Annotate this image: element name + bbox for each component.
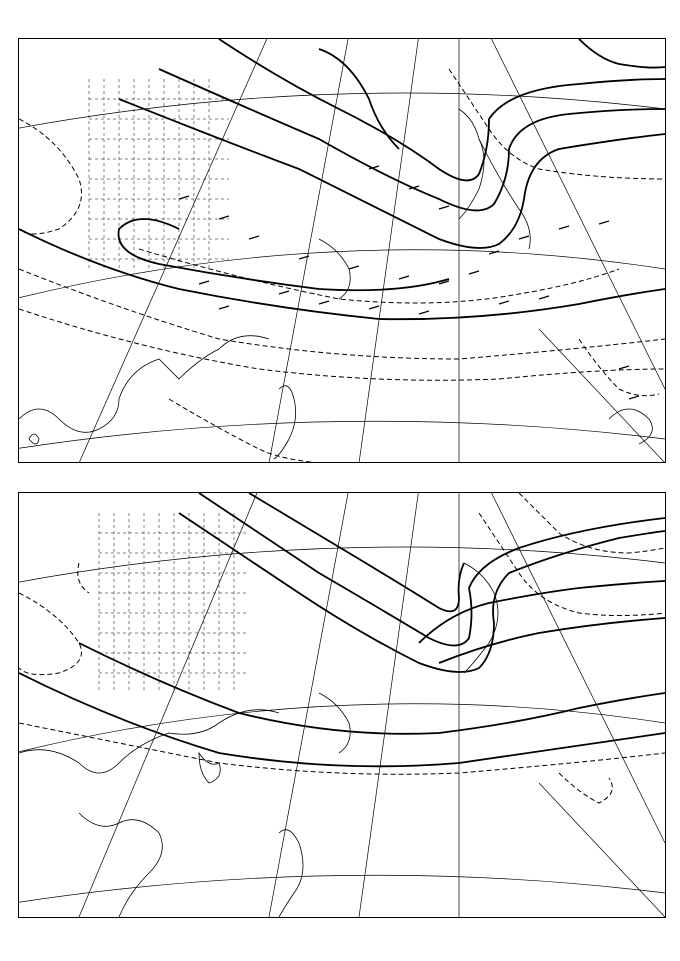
- height-contour: [419, 581, 665, 643]
- map-300hpa-canvas: [19, 39, 665, 463]
- height-contour: [199, 493, 665, 646]
- height-contour: [19, 673, 665, 766]
- temperature-contour: [559, 773, 612, 803]
- map-500hpa-canvas: [19, 493, 665, 917]
- coastline: [479, 139, 530, 249]
- meridian-line: [79, 39, 269, 463]
- latitude-arc: [19, 421, 665, 449]
- isotach-contour: [19, 269, 665, 359]
- height-contour: [219, 39, 665, 180]
- coastline: [319, 693, 350, 753]
- coastline: [79, 813, 162, 917]
- height-contour: [579, 39, 665, 68]
- coastline: [459, 109, 484, 219]
- lower-map-500hpa: [18, 492, 666, 918]
- isotach-contour: [19, 119, 82, 234]
- upper-map-300hpa: [18, 38, 666, 463]
- meridian-line: [269, 39, 349, 463]
- meridian-line: [359, 39, 419, 463]
- isotach-contour: [579, 339, 659, 396]
- meridian-line: [489, 493, 665, 843]
- height-contour: [19, 229, 665, 319]
- height-contour: [179, 513, 665, 672]
- height-contour: [79, 643, 665, 734]
- coastline: [199, 753, 220, 783]
- coastline: [19, 710, 279, 773]
- chart-code-and-time: [22, 934, 64, 951]
- height-contour: [249, 493, 464, 611]
- hatched-region: [99, 513, 249, 693]
- temperature-contour: [78, 563, 89, 593]
- coastline: [19, 336, 269, 433]
- coastline: [274, 386, 296, 459]
- temperature-contour: [19, 593, 82, 675]
- meridian-line: [539, 783, 665, 917]
- isotach-contour: [19, 309, 665, 380]
- height-contour: [439, 618, 665, 663]
- meridian-line: [79, 493, 259, 917]
- meridian-line: [489, 39, 665, 389]
- isotach-contour: [169, 399, 319, 463]
- height-contour: [119, 219, 450, 290]
- meridian-line: [269, 493, 349, 917]
- meridian-line: [359, 493, 419, 917]
- coastline: [29, 434, 39, 444]
- latitude-arc: [19, 875, 665, 903]
- height-contour: [319, 49, 399, 149]
- height-contour: [159, 69, 665, 210]
- temperature-contour: [519, 493, 665, 553]
